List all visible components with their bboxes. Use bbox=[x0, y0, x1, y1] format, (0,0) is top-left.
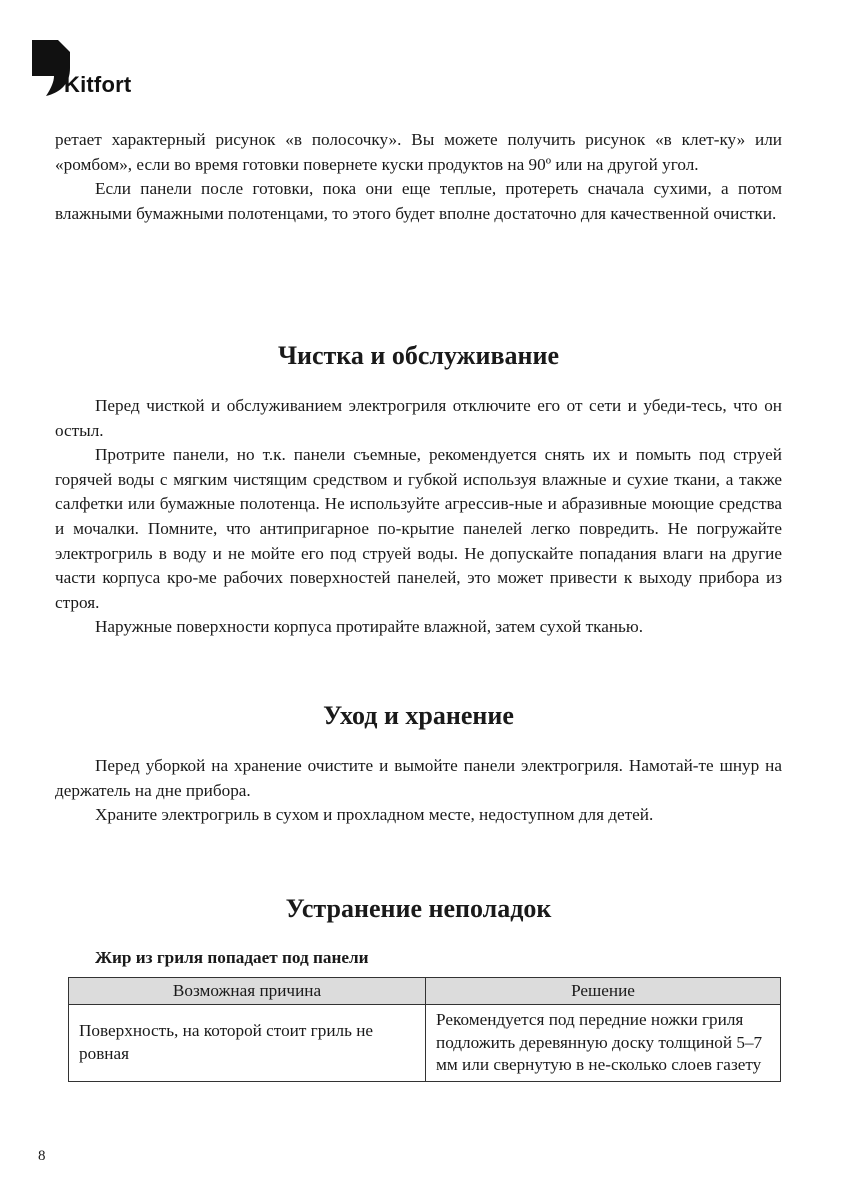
table-header-solution: Решение bbox=[426, 978, 781, 1005]
page-number: 8 bbox=[38, 1148, 46, 1164]
cleaning-paragraph: Перед чисткой и обслуживанием электрогриля отключите его от сети и убеди-тесь, что он остыл. bbox=[55, 396, 782, 440]
section-title-storage: Уход и хранение bbox=[323, 701, 514, 730]
table-cell-cause: Поверхность, на которой стоит гриль не ровная bbox=[69, 1005, 426, 1082]
table-row bbox=[69, 1005, 781, 1082]
section-title-troubleshooting: Устранение неполадок bbox=[285, 894, 552, 923]
intro-paragraph: Если панели после готовки, пока они еще теплые, протереть сначала сухими, а потом влажными бумажными полотенцами, то этого будет вполне достаточно для качественной очистки. bbox=[55, 179, 782, 223]
brand-logo bbox=[32, 40, 131, 96]
storage-section bbox=[55, 754, 782, 828]
table-header-row bbox=[69, 978, 781, 1005]
intro-section bbox=[55, 128, 782, 226]
cleaning-section bbox=[55, 394, 782, 640]
page-content bbox=[55, 128, 782, 967]
cleaning-paragraph: Наружные поверхности корпуса протирайте влажной, затем сухой тканью. bbox=[95, 617, 644, 637]
table-header-cause: Возможная причина bbox=[69, 978, 426, 1005]
section-title-cleaning: Чистка и обслуживание bbox=[277, 341, 560, 370]
troubleshooting-subtitle: Жир из гриля попадает под панели bbox=[95, 948, 369, 967]
storage-paragraph: Храните электрогриль в сухом и прохладном месте, недоступном для детей. bbox=[95, 805, 654, 825]
intro-paragraph: ретает характерный рисунок «в полосочку». Вы можете получить рисунок «в клет-ку» или «ромбом», если во время готовки повернете куски продуктов на 90º или на другой угол. bbox=[55, 130, 782, 174]
storage-paragraph: Перед уборкой на хранение очистите и вымойте панели электрогриля. Намотай-те шнур на держатель на дне прибора. bbox=[55, 756, 782, 800]
cleaning-paragraph: Протрите панели, но т.к. панели съемные, рекомендуется снять их и помыть под струей горячей воды с мягким чистящим средством и губкой используя влажные и сухие ткани, а также салфетки или бумажные полотенца. Не используйте агрессив-ные и абразивные моющие средства и мочалки. Помните, что антипригарное по-крытие панелей легко повредить. Не погружайте электрогриль в воду и не мойте его под струей воды. Не допускайте попадания влаги на другие части корпуса кро-ме рабочих поверхностей панелей, это может привести к выходу прибора из строя. bbox=[55, 445, 782, 612]
troubleshooting-table bbox=[68, 977, 781, 1082]
table-cell-solution: Рекомендуется под передние ножки гриля подложить деревянную доску толщиной 5–7 мм или свернутую в не-сколько слоев газету bbox=[426, 1005, 781, 1082]
brand-name: Kitfort bbox=[64, 72, 132, 97]
